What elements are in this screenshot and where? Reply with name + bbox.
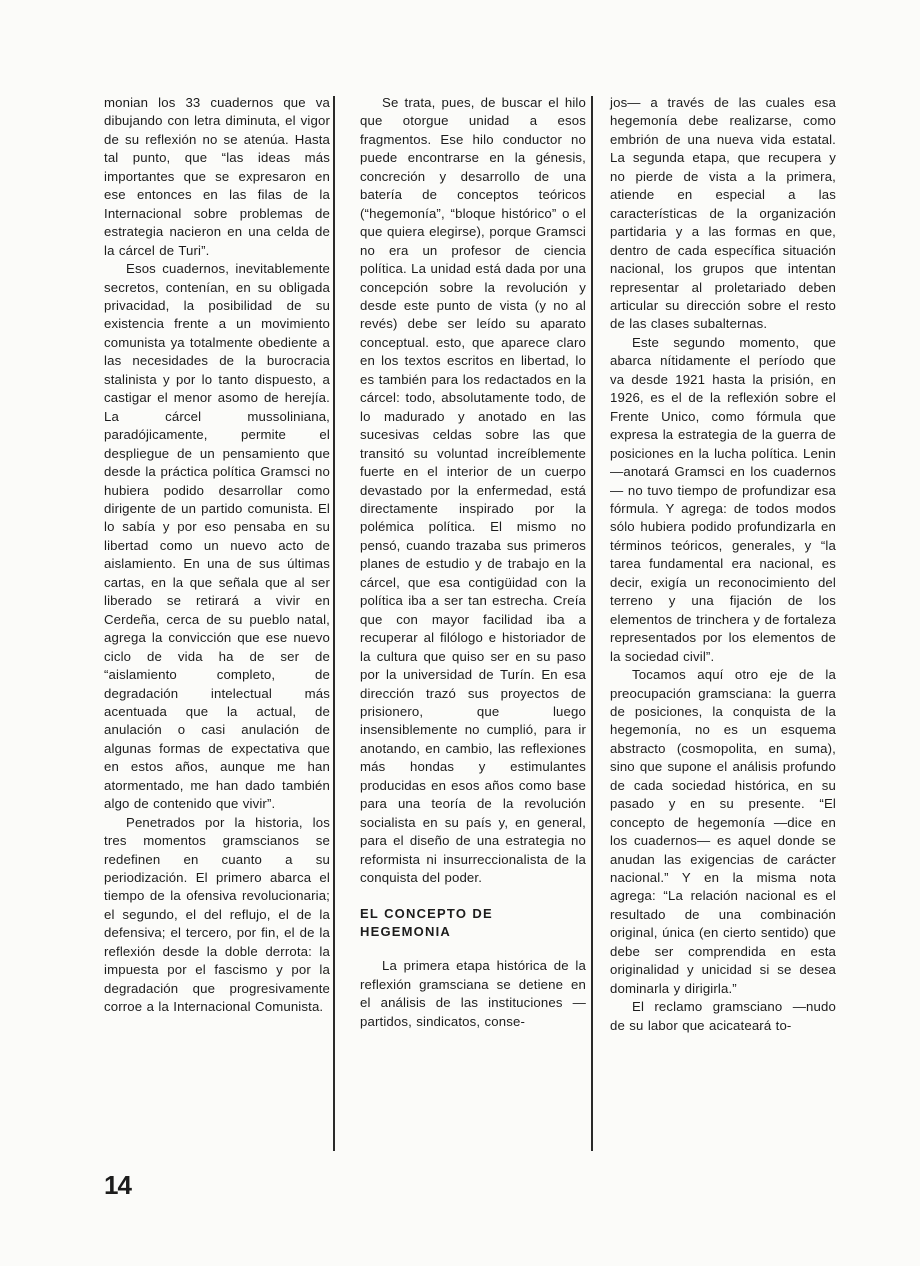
column-divider <box>333 96 335 1151</box>
paragraph: Penetrados por la historia, los tres momentos gramscianos se redefinen en cuanto a su periodización. El primero abarca el tiempo de la ofensiva revolucionaria; el segundo, el del reflujo, el de la defensiva; el tercero, por fin, el de la reflexión desde la doble derrota: la impuesta por el fascismo y por la degradación que progresivamente corroe a la Internacional Comunista. <box>104 814 330 1015</box>
paragraph: jos— a través de las cuales esa hegemonía debe realizarse, como embrión de una nueva vida estatal. La segunda etapa, que recupera y no pierde de vista a la primera, atiende en especial a las características de la organización partidaria y a las formas en que, dentro de cada específica situación nacional, los grupos que intentan representar al proletariado deben articular su dirección sobre el resto de las clases subalternas. <box>610 95 836 332</box>
column-3 <box>610 94 836 1035</box>
column-1 <box>104 94 330 1017</box>
paragraph: Este segundo momento, que abarca nítidamente el período que va desde 1921 hasta la prisión, en 1926, es el de la reflexión sobre el Frente Unico, como fórmula que expresa la estrategia de la guerra de posiciones en la lucha política. Lenin —anotará Gramsci en los cuadernos— no tuvo tiempo de profundizar esa fórmula. Y agrega: de todos modos sólo hubiera podido profundizarla en términos teóricos, generales, y “la tarea fundamental era nacional, es decir, exigía un reconocimiento del terreno y una fijación de los elementos de trinchera y de fortaleza representados por los elementos de la sociedad civil”. <box>610 334 836 664</box>
column-2 <box>360 94 586 1031</box>
paragraph: La primera etapa histórica de la reflexión gramsciana se detiene en el análisis de las instituciones —partidos, sindicatos, conse- <box>360 958 586 1029</box>
paragraph: El reclamo gramsciano —nudo de su labor que acicateará to- <box>610 999 836 1033</box>
paragraph: Esos cuadernos, inevitablemente secretos, contenían, en su obligada privacidad, la posibilidad de su existencia frente a un movimiento comunista ya totalmente obediente a las necesidades de la burocracia stalinista y por lo tanto dispuesto, a castigar el menor asomo de herejía. La cárcel mussoliniana, paradójicamente, permite el despliegue de un pensamiento que desde la práctica política Gramsci no hubiera podido desarrollar como dirigente de un partido comunista. El lo sabía y por eso pensaba en su libertad como un nuevo acto de aislamiento. En una de sus últimas cartas, en la que señala que al ser liberado se retirará a vivir en Cerdeña, cerca de su pueblo natal, agrega la convicción que ese nuevo ciclo de vida ha de ser de “aislamiento completo, de degradación intelectual más acentuada que la actual, de anulación o casi anulación de algunas formas de expectativa que en estos años, aunque me han atormentado, me han dado también algo de contenido que vivir”. <box>104 261 330 812</box>
page-number: 14 <box>104 1170 131 1200</box>
paragraph: Tocamos aquí otro eje de la preocupación gramsciana: la guerra de posiciones, la conquista de la hegemonía, no es un esquema abstracto (cosmopolita, en suma), sino que supone el análisis profundo de cada sociedad histórica, en su pasado y en su presente. “El concepto de hegemonía —dice en los cuadernos— es aquel donde se anudan las exigencias de carácter nacional.” Y en la misma nota agrega: “La relación nacional es el resultado de una combinación original, única (en cierto sentido) que debe ser comprendida en esta originalidad y unicidad si se desea dominarla y dirigirla.” <box>610 667 836 996</box>
paragraph: Se trata, pues, de buscar el hilo que otorgue unidad a esos fragmentos. Ese hilo conductor no puede encontrarse en la génesis, concreción y desarrollo de una batería de conceptos teóricos (“hegemonía”, “bloque histórico” o el que quiera elegirse), porque Gramsci no era un profesor de ciencia política. La unidad está dada por una concepción sobre la revolución y desde este punto de vista (y no al revés) debe ser leído su aparato conceptual. esto, que aparece claro en los textos escritos en libertad, lo es también para los redactados en la cárcel: todo, absolutamente todo, de lo madurado y anotado en las sucesivas celdas sobre las que transitó su voluntad increíblemente fuerte en el interior de un cuerpo devastado por la enfermedad, está directamente inspirado por la polémica política. El mismo no pensó, cuando trazaba sus primeros planes de estudio y de trabajo en la cárcel, que esa contigüidad con la política iba a ser tan estrecha. Creía que con mayor facilidad iba a recuperar al filólogo e historiador de la cultura que quiso ser en su paso por la universidad de Turín. En esa dirección trazó sus proyectos de prisionero, que luego insensiblemente no cumplió, para ir anotando, en cambio, las reflexiones más hondas y estimulantes producidas en esos años como base para una teoría de la revolución socialista en su país y, en general, para el diseño de una estrategia no reformista ni insurreccionalista de la conquista del poder. <box>360 95 586 886</box>
column-divider <box>591 96 593 1151</box>
section-heading: EL CONCEPTO DE HEGEMONIA <box>360 906 493 940</box>
paragraph: monian los 33 cuadernos que va dibujando con letra diminuta, el vigor de su reflexión no se atenúa. Hasta tal punto, que “las ideas más importantes que se expresaron en ese entonces en las filas de la Internacional sobre problemas de estrategia nacieron en una celda de la cárcel de Turi”. <box>104 95 330 258</box>
